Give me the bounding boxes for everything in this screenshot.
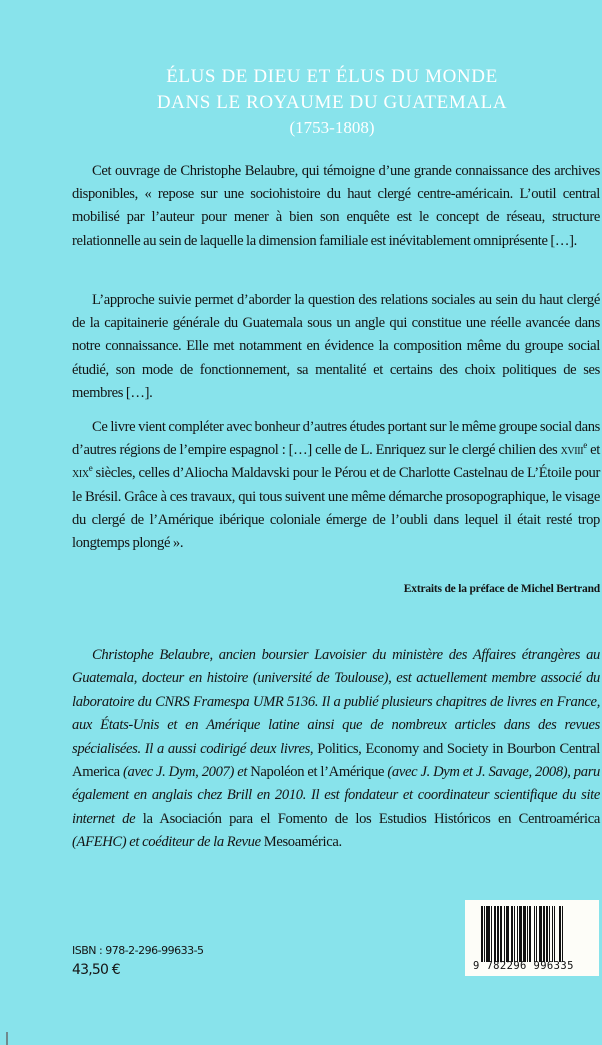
bio-book-title-2: Napoléon et l’Amérique xyxy=(250,764,385,781)
title-years: (1753-1808) xyxy=(289,118,375,137)
superscript-e: e xyxy=(88,463,93,474)
bio-text-3: (avec J. Dym et J. Savage, 2008), paru également en anglais chez Brill en 2010. Il est fondateur et coordinateur scientifique du site internet de xyxy=(72,764,600,827)
bio-book-title-1: Politics, Economy and Society in Bourbon Central America xyxy=(72,740,600,781)
preface-paragraph-1: Cet ouvrage de Christophe Belaubre, qui témoigne d’une grande connaissance des archives disponibles, « repose sur une sociohistoire du haut clergé centre-américain. L’outil central mobilisé par l’auteur pour mener à bien son enquête est le concept de réseau, structure relationnelle au sein de laquelle la dimension familiale est inévitablement omniprésente […]. xyxy=(72,163,600,249)
bio-text-4: (AFEHC) et coéditeur de la Revue xyxy=(72,834,264,851)
century-18: xviii xyxy=(560,442,584,459)
bio-organization: la Asociación para el Fomento de los Estudios Históricos en Centroamérica xyxy=(142,810,600,827)
barcode-bars xyxy=(481,906,591,962)
p3-text-part1: Ce livre vient compléter avec bonheur d’autres études portant sur le même groupe social dans d’autres régions de l’empire espagnol : […] celle de L. Enriquez sur le clergé chilien des xyxy=(72,419,600,459)
preface-paragraph-2: L’approche suivie permet d’aborder la question des relations sociales au sein du haut clergé de la capitainerie générale du Guatemala sous un angle qui constitue une réelle avancée dans notre connaissance. Elle met notamment en évidence la composition même du groupe social étudié, son mode de fonctionnement, sa mentalité et certains des choix politiques de ses membres […]. xyxy=(72,292,600,401)
superscript-e: e xyxy=(583,440,587,451)
crop-mark xyxy=(6,1032,8,1045)
preface-attribution: Extraits de la préface de Michel Bertrand xyxy=(403,583,600,595)
title-line-2: DANS LE ROYAUME DU GUATEMALA xyxy=(156,92,508,113)
bio-journal: Mesoamérica xyxy=(263,834,339,851)
bio-text-1: Christophe Belaubre, ancien boursier Lavoisier du ministère des Affaires étrangères au Guatemala, docteur en histoire (université de Toulouse), est actuellement membre associé du laboratoire du CNRS Framespa UMR 5136. Il a publié plusieurs chapitres de livres en France, aux États-Unis et en Amérique latine ainsi que de nombreux articles dans des revues spécialisées. Il a aussi codirigé deux livres, xyxy=(72,647,600,757)
bio-text-2: (avec J. Dym, 2007) et xyxy=(119,764,251,781)
p3-and: et xyxy=(586,442,600,459)
author-bio xyxy=(72,644,600,855)
century-19: xix xyxy=(72,465,89,482)
price-label: 43,50 € xyxy=(72,962,120,978)
bio-end: . xyxy=(338,834,342,851)
preface-paragraph-3 xyxy=(72,416,600,555)
title-line-1: ÉLUS DE DIEU ET ÉLUS DU MONDE xyxy=(166,66,498,87)
barcode-digits: 9 782296 996335 xyxy=(473,960,574,972)
barcode xyxy=(465,900,599,976)
isbn-label: ISBN : 978-2-296-99633-5 xyxy=(72,944,204,957)
book-title xyxy=(0,64,602,140)
p3-text-part2: siècles, celles d’Aliocha Maldavski pour le Pérou et de Charlotte Castelnau de L’Étoile pour le Brésil. Grâce à ces travaux, qui tous suivent une même démarche prosopographique, le visage du clergé de l’Amérique ibérique coloniale émerge de l’oubli dans lequel il était resté trop longtemps plongé ». xyxy=(72,465,600,552)
